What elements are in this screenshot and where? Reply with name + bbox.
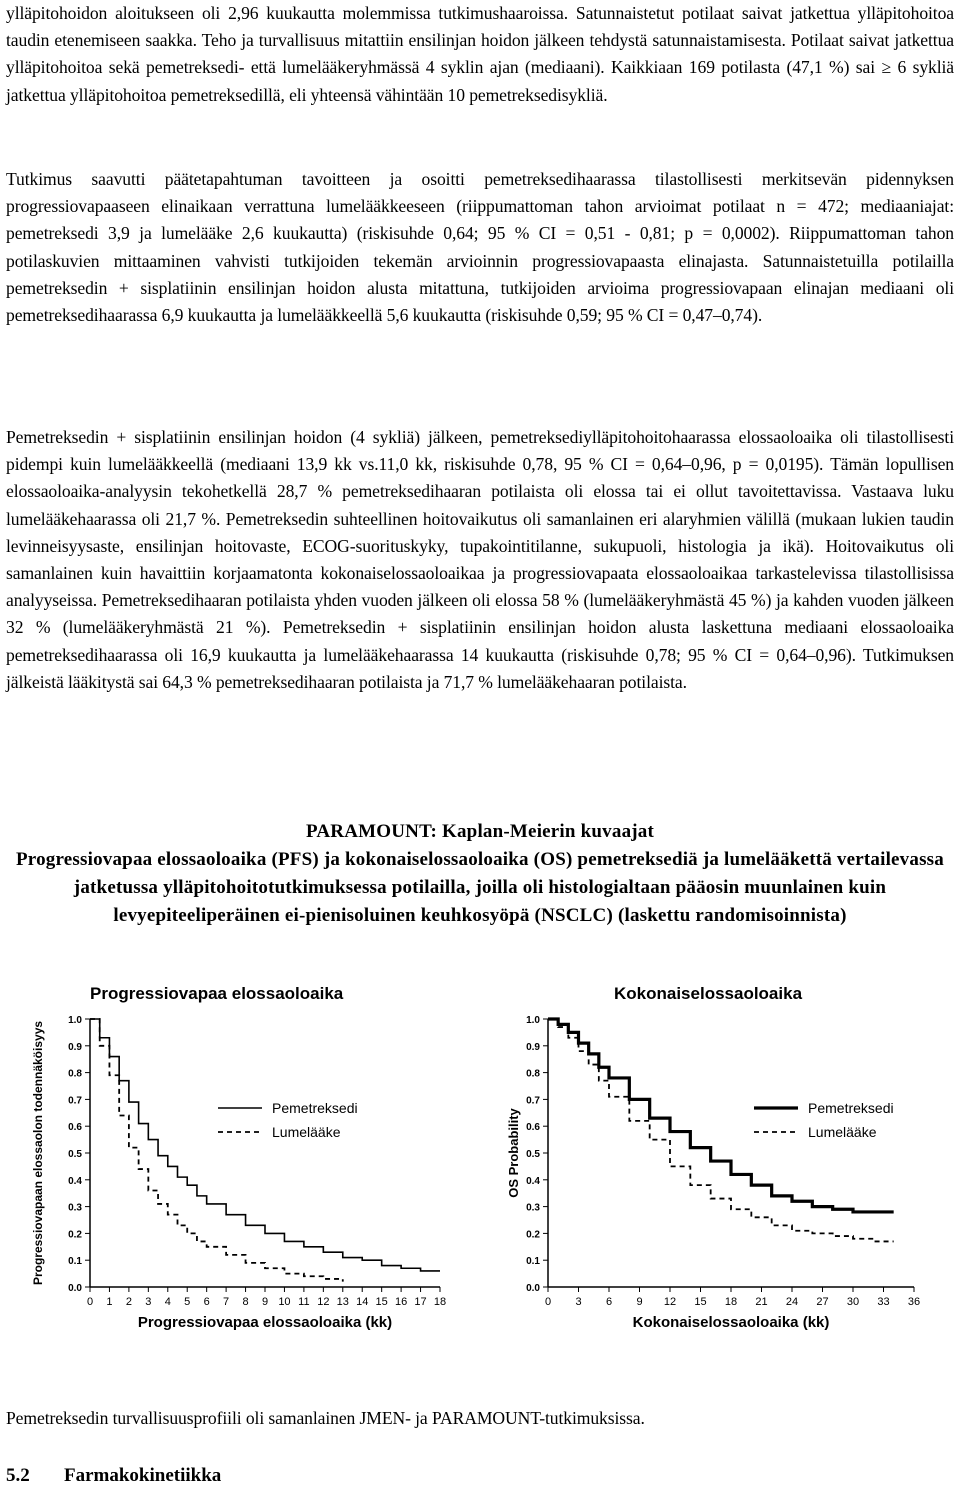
x-tick-label: 33	[877, 1296, 890, 1308]
x-tick-label: 0	[86, 1296, 94, 1308]
legend-label: Pemetreksedi	[272, 1100, 358, 1116]
y-tick-label: 0.4	[526, 1175, 540, 1187]
x-axis-label: Progressiovapaa elossaoloaika (kk)	[137, 1314, 393, 1331]
x-tick-label: 17	[414, 1296, 427, 1308]
paragraph-os-results: Pemetreksedin + sisplatiinin ensilinjan hoidon (4 sykliä) jälkeen, pemetreksediylläpitohoitohaarassa elossaoloaika oli tilastollisesti pidempi kuin lumelääkkeellä (mediaani 13,9 kk vs.11,0 kk, riskisuhde 0,78, 95 % CI = 0,64–0,96, p = 0,0195). Tämän lopullisen elossaoloaika-analyysin tekohetkellä 28,7 % pemetreksedihaaran potilaista oli elossa tai ei ollut tavoitettavissa. Vastaava luku lumelääkehaarassa oli 21,7 %. Pemetreksedin suhteellinen hoitovaikutus oli samanlainen eri alaryhmien välillä (mukaan lukien taudin levinneisyysaste, ensilinjan hoitovaste, ECOG-suorituskyky, tupakointitilanne, sukupuoli, histologia ja ikä). Hoitovaikutus oli samanlainen kuin havaittiin korjaamatonta kokonaiselossaoloaikaa ja progressiovapaata elossaoloaikaa tarkastelevissa tilastollisissa analyyseissa. Pemetreksedihaaran potilaista yhden vuoden jälkeen oli elossa 58 % (lumelääkeryhmästä 45 %) ja kahden vuoden jälkeen 32 % (lumelääkeryhmästä 21 %). Pemetreksedin + sisplatiinin ensilinjan hoidon alusta laskettuna mediaani elossaoloaika pemetreksedihaarassa oli 16,9 kuukautta ja lumelääkehaarassa 14 kuukautta (riskisuhde 0,78; 95 % CI = 0,64–0,96). Tutkimuksen jälkeistä lääkitystä sai 64,3 % pemetreksedihaaran potilaista ja 71,7 % lumelääkehaaran potilaista.	[6, 427, 954, 692]
figure-title-line2: Progressiovapaa elossaoloaika (PFS) ja kokonaiselossaoloaika (OS) pemetreksediä ja lumelääkettä vertailevassa jatketussa ylläpitohoitotutkimuksessa potilailla, joilla oli histologialtaan pääosin muunlainen kuin levyepiteeliperäinen ei-pienisoluinen keuhkosyöpä (NSCLC) (laskettu randomisoinnista)	[16, 849, 944, 926]
y-tick-label: 0.0	[526, 1283, 540, 1294]
x-tick-label: 6	[203, 1296, 210, 1308]
y-tick-label: 0.7	[526, 1095, 540, 1107]
y-tick-label: 0.2	[526, 1229, 540, 1241]
x-tick-label: 18	[724, 1296, 738, 1308]
x-tick-label: 15	[694, 1296, 707, 1308]
x-tick-label: 24	[785, 1296, 799, 1308]
y-tick-label: 0.6	[68, 1122, 82, 1134]
y-tick-label: 0.2	[68, 1229, 82, 1241]
y-tick-label: 0.1	[526, 1256, 540, 1268]
x-tick-label: 27	[816, 1296, 829, 1308]
x-tick-label: 14	[356, 1296, 369, 1308]
x-tick-label: 3	[575, 1296, 582, 1308]
section-heading	[6, 1463, 221, 1489]
x-tick-label: 13	[336, 1296, 349, 1308]
x-tick-label: 4	[164, 1296, 171, 1308]
y-tick-label: 0.5	[526, 1149, 540, 1160]
legend-label: Pemetreksedi	[808, 1100, 894, 1116]
legend-label: Lumelääke	[808, 1124, 877, 1140]
x-tick-label: 36	[907, 1296, 921, 1308]
y-tick-label: 1.0	[526, 1015, 540, 1026]
x-tick-label: 8	[242, 1296, 249, 1308]
x-tick-label: 11	[298, 1296, 310, 1308]
x-tick-label: 0	[544, 1296, 552, 1308]
x-tick-label: 12	[317, 1296, 330, 1308]
paragraph-safety: Pemetreksedin turvallisuusprofiili oli samanlainen JMEN- ja PARAMOUNT-tutkimuksissa.	[6, 1408, 645, 1428]
x-tick-label: 12	[663, 1296, 677, 1308]
x-tick-label: 1	[106, 1296, 113, 1308]
paragraph-pfs-results: Tutkimus saavutti päätetapahtuman tavoitteen ja osoitti pemetreksedihaarassa tilastollisesti merkitsevän pidennyksen progressiovapaaseen elinaikaan verrattuna lumelääkkeeseen (riippumattoman tahon arvioimat potilaat n = 472; mediaaniajat: pemetreksedi 3,9 ja lumelääke 2,6 kuukautta) (riskisuhde 0,64; 95 % CI = 0,51 - 0,81; p = 0,0002). Riippumattoman tahon potilaskuvien mittaaminen vahvisti tutkijoiden tekemän arvioinnin progressiovapaasta elinajasta. Satunnaistetuilla potilailla pemetreksedin + sisplatiinin ensilinjan hoidon alusta mitattuna, tutkijoiden arvioima progressiovapaan elinajan mediaani oli pemetreksedihaarassa 6,9 kuukautta ja lumelääkkeellä 5,6 kuukautta (riskisuhde 0,59; 95 % CI = 0,47–0,74).	[6, 169, 954, 326]
y-axis-label: Progressiovapaan elossaolon todennäköisyys	[31, 1020, 45, 1286]
x-tick-label: 7	[223, 1296, 230, 1308]
chart-title: Kokonaiselossaoloaika	[614, 984, 803, 1003]
x-tick-label: 30	[846, 1296, 860, 1308]
x-tick-label: 16	[394, 1296, 408, 1308]
x-tick-label: 6	[605, 1296, 613, 1308]
y-tick-label: 0.3	[526, 1202, 540, 1214]
x-tick-label: 9	[636, 1296, 643, 1308]
figure-title-line1: PARAMOUNT: Kaplan-Meierin kuvaajat	[305, 821, 655, 842]
x-tick-label: 5	[184, 1296, 191, 1308]
y-axis-label: OS Probability	[506, 1108, 521, 1198]
y-tick-label: 0.9	[526, 1041, 540, 1053]
chart-pfs	[28, 975, 458, 1350]
x-tick-label: 2	[125, 1296, 132, 1308]
y-tick-label: 0.0	[68, 1283, 82, 1294]
y-tick-label: 1.0	[68, 1015, 82, 1026]
chart-pfs-svg	[28, 975, 458, 1350]
series-line-pemetreksedi	[90, 1019, 440, 1271]
x-axis-label: Kokonaiselossaoloaika (kk)	[632, 1314, 830, 1331]
y-tick-label: 0.7	[68, 1095, 82, 1107]
chart-title: Progressiovapaa elossaoloaika	[90, 984, 344, 1003]
y-tick-label: 0.1	[68, 1256, 82, 1268]
chart-os	[494, 975, 924, 1350]
y-tick-label: 0.3	[68, 1202, 82, 1214]
x-tick-label: 10	[278, 1296, 291, 1308]
series-line-lumelaake	[90, 1019, 343, 1282]
y-tick-label: 0.9	[68, 1041, 82, 1053]
section-title: Farmakokinetiikka	[64, 1465, 222, 1486]
section-number: 5.2	[6, 1465, 30, 1486]
y-tick-label: 0.8	[526, 1068, 540, 1080]
paragraph-intro: ylläpitohoidon aloitukseen oli 2,96 kuukautta molemmissa tutkimushaaroissa. Satunnaistetut potilaat saivat jatkettua ylläpitohoitoa taudin etenemiseen saakka. Teho ja turvallisuus mitattiin ensilinjan hoidon jälkeen tehdystä satunnaistamisesta. Potilaat saivat jatkettua ylläpitohoitoa sekä pemetreksedi- että lumelääkeryhmässä 4 syklin ajan (mediaani). Kaikkiaan 169 potilasta (47,1 %) sai ≥ 6 sykliä jatkettua ylläpitohoitoa pemetreksedillä, eli yhteensä vähintään 10 pemetreksedisykliä.	[6, 3, 954, 105]
legend-label: Lumelääke	[272, 1124, 341, 1140]
y-tick-label: 0.5	[68, 1149, 82, 1160]
y-tick-label: 0.4	[68, 1175, 82, 1187]
x-tick-label: 21	[755, 1296, 768, 1308]
x-tick-label: 18	[433, 1296, 447, 1308]
figure-title	[6, 818, 954, 930]
y-tick-label: 0.8	[68, 1068, 82, 1080]
x-tick-label: 15	[375, 1296, 388, 1308]
chart-os-svg	[494, 975, 924, 1350]
x-tick-label: 9	[261, 1296, 269, 1308]
x-tick-label: 3	[145, 1296, 152, 1308]
y-tick-label: 0.6	[526, 1122, 540, 1134]
